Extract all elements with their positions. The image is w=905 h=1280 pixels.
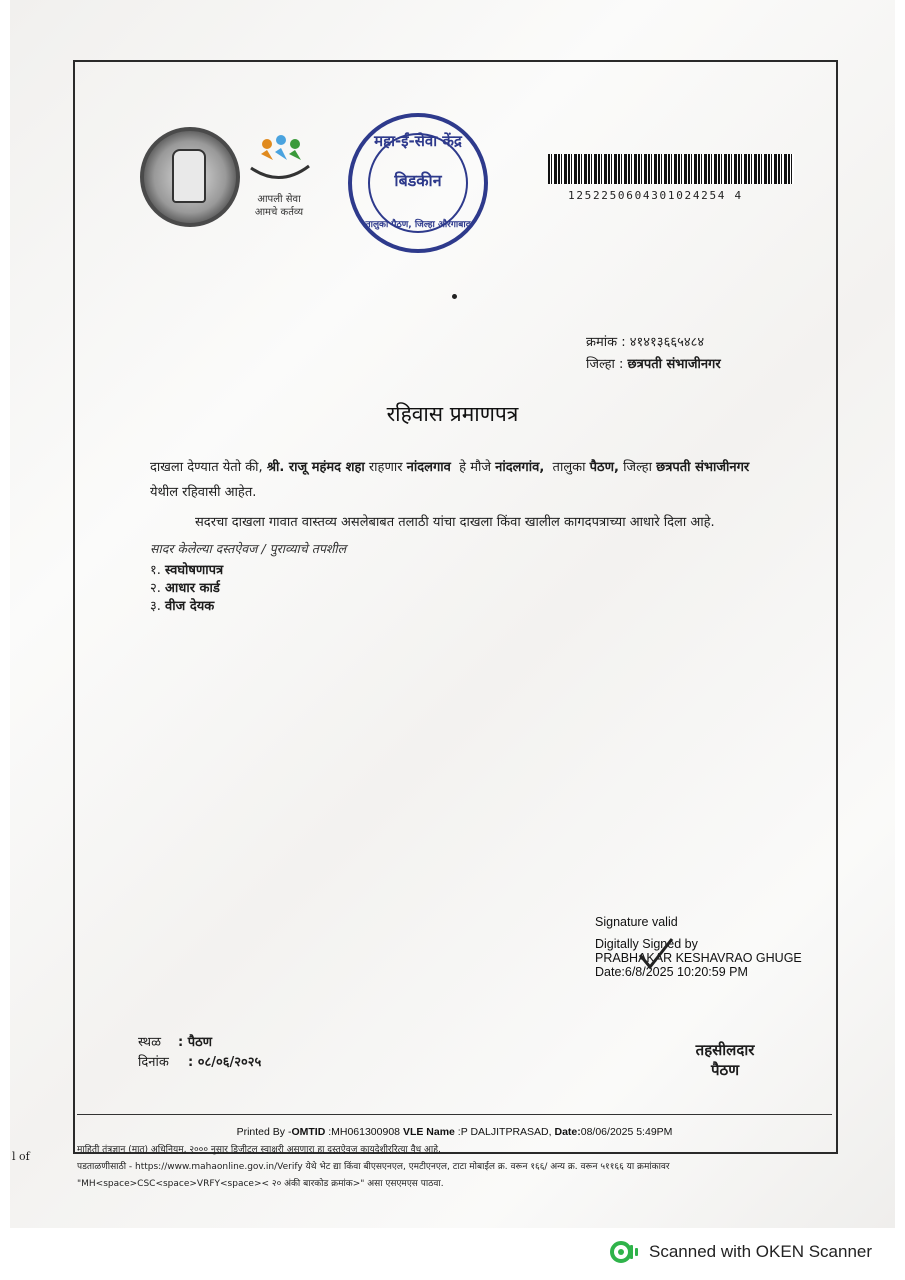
seal-top-text: महा-ई-सेवा केंद्र [374, 132, 462, 150]
p1-text-d: तालुका [552, 460, 586, 475]
footer-line-2: पडताळणीसाठी - https://www.mahaonline.gov.in/Verify येथे भेट द्या किंवा बीएसएनएल, एमटीएनएल, टाटा मोबाईल क्र. वरून १६६/ अन्य क्र. वरून ५११६६ या क्रमांकावर [77, 1162, 670, 1172]
district-value: छत्रपती संभाजीनगर [656, 460, 750, 475]
logo-caption-line2: आमचे कर्तव्य [254, 207, 304, 218]
vle-label: VLE Name [402, 1126, 455, 1138]
resident-name: श्री. राजू महंमद शहा [266, 460, 365, 475]
kramank-value: ४१४१३६६५४८४ [629, 335, 705, 350]
list-item-number: २. [150, 581, 161, 596]
printed-by-line [77, 1126, 832, 1138]
omtid-value: :MH061300908 [328, 1126, 401, 1138]
signature-check-icon [636, 935, 676, 975]
designation-title: तहसीलदार [695, 1041, 755, 1059]
logo-caption-line1: आपली सेवा [257, 194, 301, 205]
watermark-text: Scanned with OKEN Scanner [649, 1242, 873, 1261]
printed-date-value: 08/06/2025 5:49PM [580, 1126, 673, 1138]
seal-bottom-text: तालुका पैठण, जिल्हा औरंगाबाद [365, 220, 471, 230]
designation-block [660, 1040, 790, 1080]
seal-center-text: बिडकीन [394, 171, 442, 190]
list-item-label: आधार कार्ड [165, 581, 220, 596]
scanner-watermark [610, 1241, 872, 1263]
designation-place: पैठण [710, 1061, 740, 1079]
place-date-block [138, 1033, 261, 1073]
taluka-value: पैठण, [589, 460, 619, 475]
printed-by-label: Printed By - [236, 1126, 292, 1138]
p1-text-e: जिल्हा [623, 460, 652, 475]
documents-list [150, 562, 223, 616]
digital-signature-block [595, 915, 802, 979]
p1-text-c: हे मौजे [459, 460, 491, 475]
ink-dot [452, 294, 457, 299]
list-item [150, 562, 223, 580]
p1-text-f: येथील रहिवासी आहेत. [150, 485, 257, 500]
maha-e-seva-seal [348, 113, 488, 253]
aaple-sarkar-logo-icon [245, 130, 315, 190]
jilha-label: जिल्हा : [586, 357, 624, 372]
documents-heading: सादर केलेल्या दस्तऐवज / पुराव्याचे तपशील [150, 541, 347, 556]
vle-value: :P DALJITPRASAD, [457, 1126, 552, 1138]
verification-footer [77, 1142, 837, 1193]
printed-date-label: Date: [554, 1126, 581, 1138]
signature-date: Date:6/8/2025 10:20:59 PM [595, 965, 748, 979]
list-item [150, 580, 223, 598]
oken-scanner-icon [610, 1241, 640, 1263]
kramank-row [586, 332, 704, 350]
omtid-label: OMTID [291, 1126, 326, 1138]
mauje-value: नांदलगांव, [495, 460, 545, 475]
printed-divider [77, 1114, 832, 1115]
signer-name: PRABHAKAR KESHAVRAO GHUGE [595, 951, 802, 965]
dinank-label: दिनांक [138, 1055, 169, 1070]
resident-village: नांदलगाव [406, 460, 451, 475]
signature-signed-by-label: Digitally Signed by [595, 937, 698, 951]
sthal-label: स्थळ [138, 1035, 161, 1050]
certificate-title: रहिवास प्रमाणपत्र [386, 402, 519, 426]
logo-caption [238, 193, 320, 219]
jilha-row [586, 354, 721, 372]
list-item-number: १. [150, 563, 161, 578]
signature-status: Signature valid [595, 915, 678, 929]
list-item-number: ३. [150, 599, 161, 614]
barcode [548, 154, 794, 184]
page-side-mark: l of [12, 1150, 30, 1163]
footer-line-3: "MH<space>CSC<space>VRFY<space>< २० अंकी बारकोड क्रमांक>" असा एसएमएस पाठवा. [77, 1179, 444, 1189]
maharashtra-emblem-icon [140, 127, 240, 227]
list-item-label: स्वघोषणापत्र [165, 563, 224, 578]
list-item-label: वीज देयक [165, 599, 215, 614]
sthal-value: : पैठण [178, 1035, 213, 1050]
certificate-paragraph-1 [150, 455, 775, 505]
certificate-paragraph-2: सदरचा दाखला गावात वास्तव्य असलेबाबत तलाठी यांचा दाखला किंवा खालील कागदपत्राच्या आधारे दिला आहे. [195, 515, 715, 530]
jilha-value: छत्रपती संभाजीनगर [627, 357, 721, 372]
p1-text-a: दाखला देण्यात येतो की, [150, 460, 263, 475]
dinank-value: : ०८/०६/२०२५ [188, 1055, 262, 1070]
barcode-number: 1252250604301024254 4 [568, 189, 743, 202]
kramank-label: क्रमांक : [586, 335, 626, 350]
footer-line-1: माहिती तंत्रज्ञान (मात) अधिनियम, २००० नुसार डिजीटल स्वाक्षरी असणारा हा दस्तऐवज कायदेशीररित्या वैध आहे. [77, 1145, 441, 1155]
list-item [150, 598, 223, 616]
p1-text-b: राहणार [368, 460, 403, 475]
